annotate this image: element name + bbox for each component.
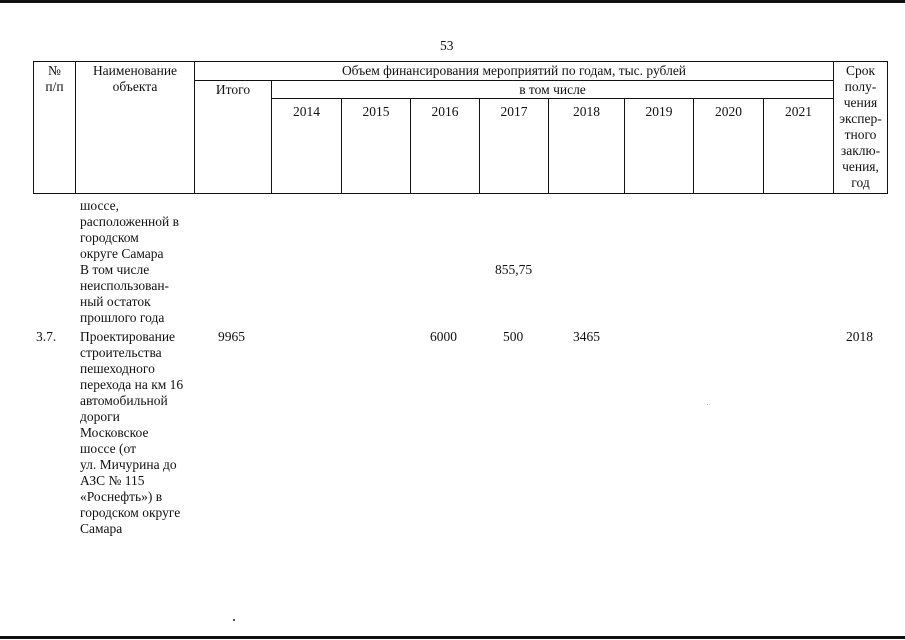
header-year-2014: 2014: [293, 104, 320, 119]
header-year-2020: 2020: [715, 104, 742, 119]
continuation-object-name: шоссе, расположенной в городском округе Самара: [80, 198, 179, 261]
bottom-scan-border: [0, 636, 905, 639]
item-value-2018: 3465: [573, 329, 600, 344]
item-value-2016: 6000: [430, 329, 457, 344]
top-scan-border: [0, 0, 905, 3]
item-term: 2018: [846, 329, 873, 344]
item-value-2017: 500: [503, 329, 524, 344]
header-year-2019: 2019: [645, 104, 673, 119]
header-year-2017: 2017: [500, 104, 528, 119]
header-name-label: Наименование объекта: [92, 63, 178, 94]
header-year-2018: 2018: [573, 104, 600, 119]
subrow-object-name: В том числе неиспользован- ный остаток прошлого года: [80, 262, 170, 325]
header-including-label: в том числе: [519, 82, 586, 97]
header-term-label: Срок полу- чения экспер- тного заклю- чения, год: [839, 63, 882, 190]
header-financing-label: Объем финансирования мероприятий по годам, тыс. рублей: [341, 63, 687, 78]
item-number: 3.7.: [36, 329, 57, 344]
subrow-value-2017: 855,75: [495, 262, 533, 277]
page-number: 53: [440, 38, 454, 53]
header-year-2016: 2016: [431, 104, 459, 119]
scan-speck: [707, 404, 708, 405]
item-total: 9965: [218, 329, 245, 344]
scan-speck: [233, 619, 235, 621]
header-total-label: Итого: [215, 82, 251, 97]
item-object-name: Проектирование строительства пешеходного перехода на км 16 автомобильной дороги Московское шоссе (от ул. Мичурина до АЗС № 115 «Роснефть») в городском округе Самара: [80, 329, 184, 536]
header-num-label: № п/п: [45, 63, 64, 94]
header-year-2021: 2021: [785, 104, 812, 119]
header-year-2015: 2015: [362, 104, 390, 119]
